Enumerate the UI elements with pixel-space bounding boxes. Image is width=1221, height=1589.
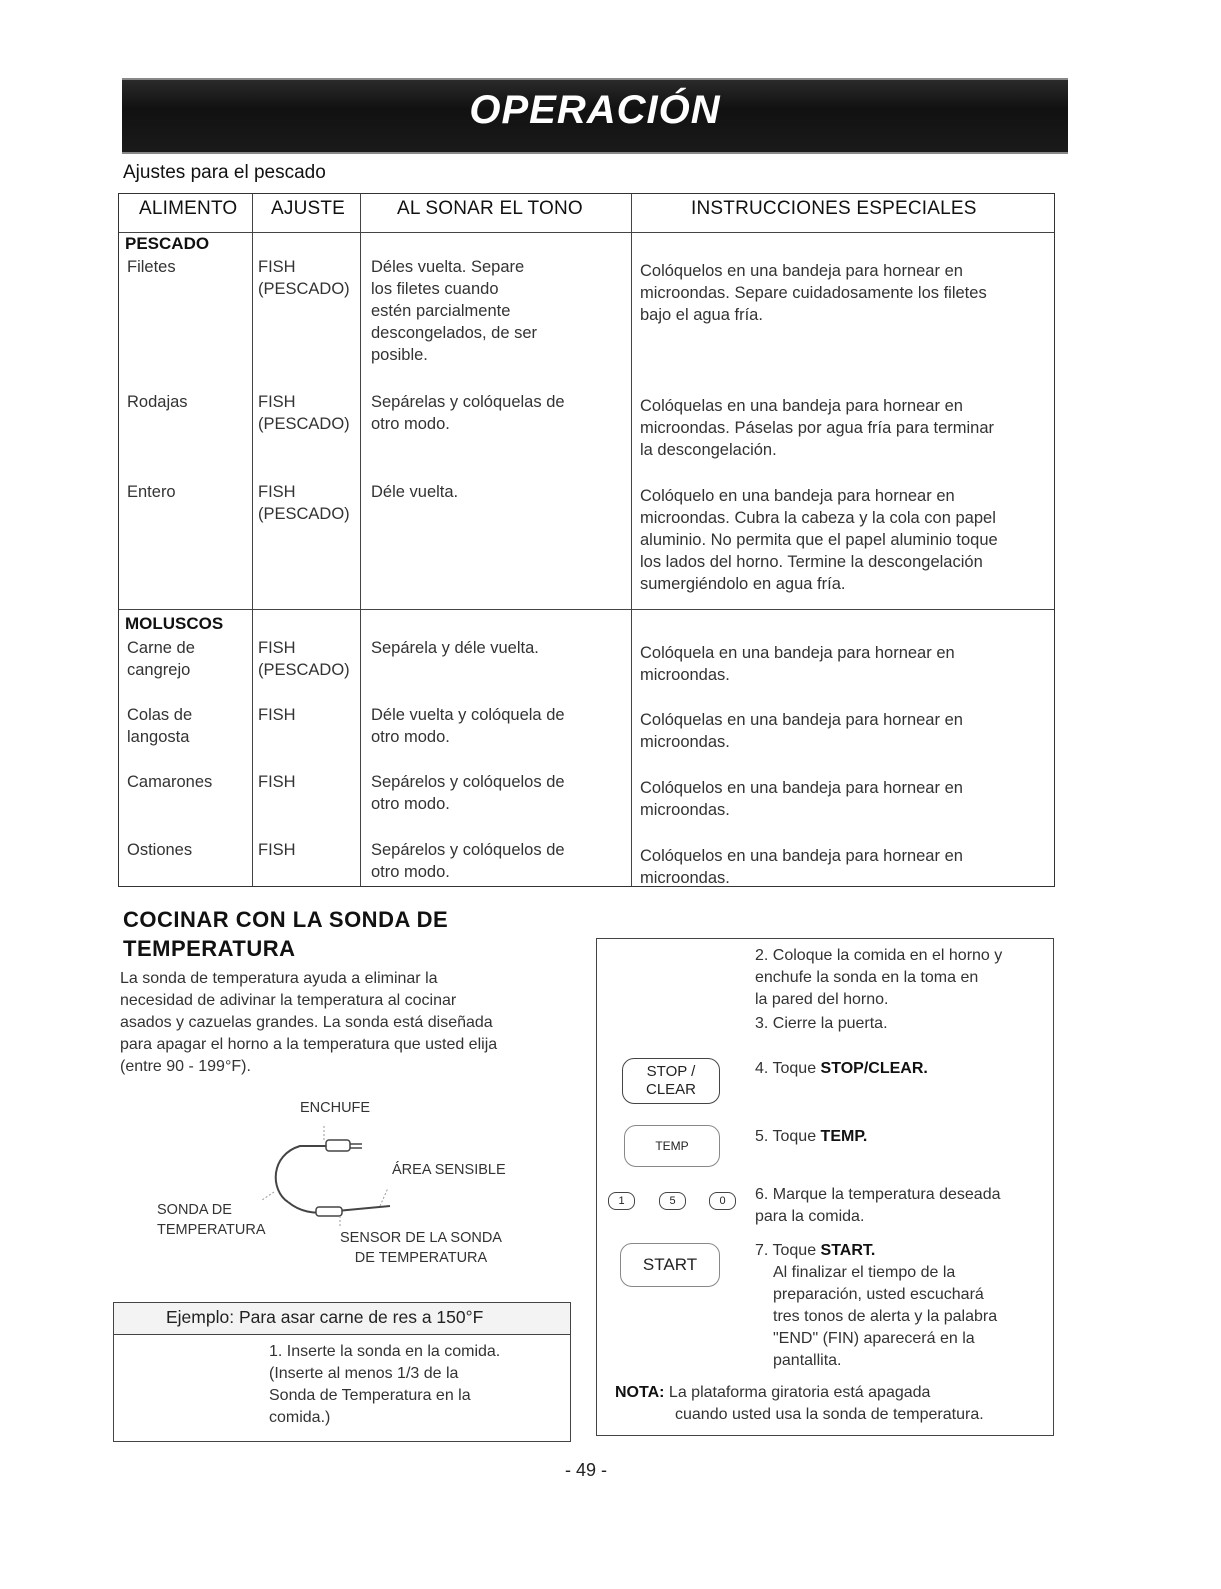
step-7-detail: Al finalizar el tiempo de la preparación, usted escuchará tres tonos de alerta y la palabra "END" (FIN) aparecerá en la pantallita.: [773, 1264, 998, 1369]
step-7: [755, 1240, 875, 1262]
step-5-text: 5. Toque: [755, 1128, 821, 1145]
note-text: La plataforma giratoria está apagada: [668, 1384, 931, 1401]
setting-cell: FISH: [258, 841, 296, 859]
food-cell: Ostiones: [127, 841, 193, 859]
stop-clear-key[interactable]: [622, 1058, 720, 1104]
example-header: [114, 1303, 570, 1335]
step-4-key: STOP/CLEAR.: [820, 1060, 928, 1077]
food-cell: Rodajas: [127, 393, 188, 411]
step-5-key: TEMP.: [820, 1128, 868, 1145]
step-3: 3. Cierre la puerta.: [755, 1015, 888, 1032]
digit-key-5[interactable]: 5: [659, 1192, 686, 1210]
food-cell: Entero: [127, 483, 176, 501]
step-7-text: 7. Toque: [755, 1242, 821, 1259]
instructions-cell: Colóquelo en una bandeja para hornear en microondas. Cubra la cabeza y la cola con papel aluminio. No permita que el papel aluminio toque los lados del horno. Termine la descongelación sumergiéndolo en agua fría.: [640, 487, 998, 593]
label-plug: ENCHUFE: [300, 1100, 371, 1116]
header-alimento: ALIMENTO: [139, 198, 238, 219]
setting-cell: FISH (PESCADO): [258, 483, 350, 523]
step-4-text: 4. Toque: [755, 1060, 821, 1077]
food-cell: Camarones: [127, 773, 213, 791]
group-moluscos: MOLUSCOS: [125, 614, 224, 633]
start-key[interactable]: START: [620, 1243, 720, 1287]
setting-cell: FISH (PESCADO): [258, 393, 350, 433]
note: [615, 1382, 984, 1426]
col-divider: [252, 194, 253, 886]
note-label: NOTA:: [615, 1384, 665, 1401]
probe-section-title: [123, 905, 448, 963]
probe-title-line1: COCINAR CON LA SONDA DE: [123, 907, 449, 932]
clear-key-label: CLEAR: [645, 1081, 697, 1098]
step-6: 6. Marque la temperatura deseada para la comida.: [755, 1186, 1001, 1225]
setting-cell: FISH: [258, 773, 296, 791]
instructions-cell: Colóquelas en una bandeja para hornear en microondas. Páselas por agua fría para terminar la descongelación.: [640, 397, 995, 459]
tone-cell: Déle vuelta y colóquela de otro modo.: [371, 706, 565, 746]
operation-banner: [122, 78, 1068, 154]
fish-settings-table: [118, 193, 1055, 887]
step-7-key: START.: [820, 1242, 876, 1259]
instructions-cell: Colóquela en una bandeja para hornear en microondas.: [640, 644, 955, 684]
digit-key-0[interactable]: 0: [709, 1192, 736, 1210]
label-sensing-area: ÁREA SENSIBLE: [392, 1162, 506, 1178]
instructions-cell: Colóquelos en una bandeja para hornear en microondas.: [640, 847, 963, 887]
setting-cell: FISH (PESCADO): [258, 258, 350, 298]
step-2: 2. Coloque la comida en el horno y enchufe la sonda en la toma en la pared del horno.: [755, 947, 1003, 1008]
tone-cell: Sepárela y déle vuelta.: [371, 639, 539, 657]
instructions-cell: Colóquelas en una bandeja para hornear en microondas.: [640, 711, 963, 751]
label-probe: SONDA DE TEMPERATURA: [157, 1202, 266, 1238]
group-pescado: PESCADO: [125, 234, 210, 253]
tone-cell: Sepárelos y colóquelos de otro modo.: [371, 773, 565, 813]
temp-key[interactable]: TEMP: [624, 1125, 720, 1167]
tone-cell: Déles vuelta. Separe los filetes cuando estén parcialmente descongelados, de ser posible.: [371, 258, 538, 364]
tone-cell: Déle vuelta.: [371, 483, 459, 501]
instructions-cell: Colóquelos en una bandeja para hornear en microondas.: [640, 779, 963, 819]
setting-cell: FISH (PESCADO): [258, 639, 350, 679]
food-cell: Colas de langosta: [127, 706, 193, 746]
stop-key-label: STOP /: [646, 1063, 696, 1080]
step-5: [755, 1126, 867, 1148]
tone-cell: Sepárelas y colóquelas de otro modo.: [371, 393, 565, 433]
note-text-2: cuando usted usa la sonda de temperatura.: [675, 1406, 984, 1423]
food-cell: Filetes: [127, 258, 176, 276]
example-box: [113, 1302, 571, 1442]
probe-title-line2: TEMPERATURA: [123, 936, 296, 961]
header-divider: [119, 232, 1054, 233]
digit-key-1[interactable]: 1: [608, 1192, 635, 1210]
group-divider: [119, 609, 1054, 610]
instructions-cell: Colóquelos en una bandeja para hornear en microondas. Separe cuidadosamente los filetes bajo el agua fría.: [640, 262, 987, 324]
probe-drawing: [240, 1120, 410, 1230]
tone-cell: Sepárelos y colóquelos de otro modo.: [371, 841, 565, 881]
page-title: OPERACIÓN: [469, 88, 721, 132]
page-number: - 49 -: [565, 1460, 608, 1480]
probe-intro: La sonda de temperatura ayuda a eliminar la necesidad de adivinar la temperatura al cocinar asados y cazuelas grandes. La sonda está diseñada para apagar el horno a la temperatura que usted elija (entre 90 - 199°F).: [120, 970, 498, 1075]
header-instrucciones: INSTRUCCIONES ESPECIALES: [691, 198, 977, 219]
example-title: Ejemplo: Para asar carne de res a 150°F: [166, 1307, 484, 1327]
example-step-1: 1. Inserte la sonda en la comida. (Inserte al menos 1/3 de la Sonda de Temperatura en la comida.): [269, 1343, 501, 1426]
step-4: [755, 1058, 928, 1080]
col-divider: [631, 194, 632, 886]
setting-cell: FISH: [258, 706, 296, 724]
food-cell: Carne de cangrejo: [127, 639, 195, 679]
header-ajuste: AJUSTE: [271, 198, 346, 219]
section-subtitle: Ajustes para el pescado: [123, 162, 326, 183]
col-divider: [360, 194, 361, 886]
header-al-sonar: AL SONAR EL TONO: [397, 198, 583, 219]
label-sensor: SENSOR DE LA SONDA DE TEMPERATURA: [340, 1230, 502, 1266]
